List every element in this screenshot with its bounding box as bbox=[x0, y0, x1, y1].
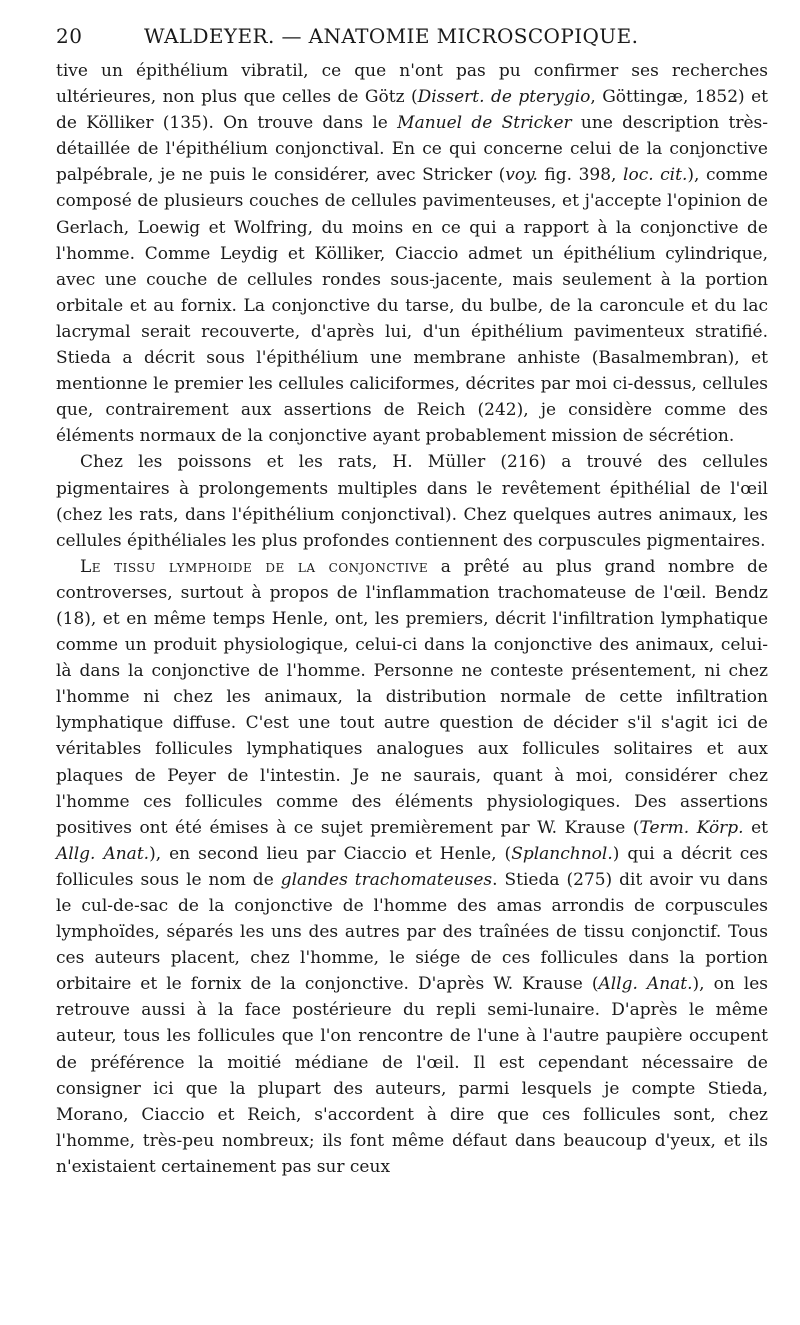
citation-italic: Allg. Anat. bbox=[598, 974, 693, 995]
text-run: tive un épithélium vibratil, ce que n'ont pas pu confirmer ses recherches ultérieures, non plus que celles de Götz ( bbox=[56, 61, 768, 108]
term-italic: glandes trachomateuses bbox=[280, 869, 493, 890]
text-run: . Stieda (275) dit avoir vu dans le cul-de-sac de la conjonctive de l'homme des amas arrondis de corpuscules lymphoïdes, séparés les uns des autres par des traînées de tissu conjonctif. Tous ces auteurs placent, chez l'homme, le siége de ces follicules dans la portion orbitaire et le fornix de la conjonctive. D'après W. Krause ( bbox=[56, 869, 768, 995]
paragraph-epithelium bbox=[56, 58, 768, 449]
section-lead-smallcaps: Le tissu lymphoide de la conjonctive bbox=[80, 556, 429, 577]
text-run: ), on les retrouve aussi à la face postérieure du repli semi-lunaire. D'après le même auteur, tous les follicules que l'on rencontre de l'une à l'autre paupière occupent de préférence la moitié médiane de l'œil. Il est cependant nécessaire de consigner ici que la plupart des auteurs, parmi lesquels je compte Stieda, Morano, Ciaccio et Reich, s'accordent à dire que ces follicules sont, chez l'homme, très-peu nombreux; ils font même défaut dans beaucoup d'yeux, et ils n'existaient certainement pas sur ceux bbox=[56, 974, 769, 1177]
book-page bbox=[56, 20, 768, 1310]
text-run: fig. 398, bbox=[537, 165, 624, 186]
paragraph-lymphoid-tissue bbox=[56, 554, 768, 1180]
citation-italic: loc. cit. bbox=[623, 165, 688, 186]
citation-italic: Allg. Anat. bbox=[56, 843, 150, 864]
citation-italic: Splanchnol. bbox=[511, 843, 613, 864]
paragraph-pigment-cells bbox=[56, 449, 768, 553]
text-run: ) qui a décrit ces follicules sous le nom de bbox=[56, 843, 768, 890]
text-run: ), comme composé de plusieurs couches de cellules pavimenteuses, et j'accepte l'opinion de Gerlach, Loewig et Wolfring, du moins en ce qui a rapport à la conjonctive de l'homme. Comme Leydig et Kölliker, Ciaccio admet un épithélium cylindrique, avec une couche de cellules rondes sous-jacente, mais seulement à la portion orbitale et au fornix. La conjonctive du tarse, du bulbe, de la caroncule et du lac lacrymal serait recouverte, d'après lui, d'un épithélium pavimenteux stratifié. Stieda a décrit sous l'épithélium une membrane anhiste (Basalmembran), et mentionne le premier les cellules caliciformes, décrites par moi ci-dessus, cellules que, contrairement aux assertions de Reich (242), je considère comme des éléments normaux de la conjonctive ayant probablement mission de sécrétion. bbox=[56, 165, 768, 447]
text-run: Chez les poissons et les rats, H. Müller (216) a trouvé des cellules pigmentaires à prolongements multiples dans le revêtement épithélial de l'œil (chez les rats, dans l'épithélium conjonctival). Chez quelques autres animaux, les cellules épithéliales les plus profondes contiennent des corpuscules pigmentaires. bbox=[56, 452, 768, 551]
text-run: ), en second lieu par Ciaccio et Henle, ( bbox=[149, 843, 512, 864]
page-number: 20 bbox=[56, 24, 83, 48]
citation-italic: voy. bbox=[505, 165, 538, 186]
page-header bbox=[56, 20, 768, 50]
citation-italic: Dissert. de pterygio bbox=[417, 87, 591, 108]
citation-italic: Manuel de Stricker bbox=[397, 113, 572, 134]
running-head: WALDEYER. — ANATOMIE MICROSCOPIQUE. bbox=[144, 24, 639, 48]
body-text bbox=[56, 58, 768, 1180]
text-run: et bbox=[743, 817, 768, 838]
text-run: une description très-détaillée de l'épithélium conjonctival. En ce qui concerne celui de la conjonctive palpébrale, je ne puis le considérer, avec Stricker ( bbox=[56, 113, 768, 186]
text-run: , Göttingæ, 1852) et de Kölliker (135). On trouve dans le bbox=[56, 87, 768, 134]
citation-italic: Term. Körp. bbox=[639, 817, 744, 838]
text-run: a prêté au plus grand nombre de controverses, surtout à propos de l'inflammation trachomateuse de l'œil. Bendz (18), et en même temps Henle, ont, les premiers, décrit l'infiltration lymphatique comme un produit physiologique, celui-ci dans la conjonctive des animaux, celui-là dans la conjonctive de l'homme. Personne ne conteste présentement, ni chez l'homme ni chez les animaux, la distribution normale de cette infiltration lymphatique diffuse. C'est une tout autre question de décider s'il s'agit ici de véritables follicules lymphatiques analogues aux follicules solitaires et aux plaques de Peyer de l'intestin. Je ne saurais, quant à moi, considérer chez l'homme ces follicules comme des éléments physiologiques. Des assertions positives ont été émises à ce sujet premièrement par W. Krause ( bbox=[56, 556, 768, 838]
